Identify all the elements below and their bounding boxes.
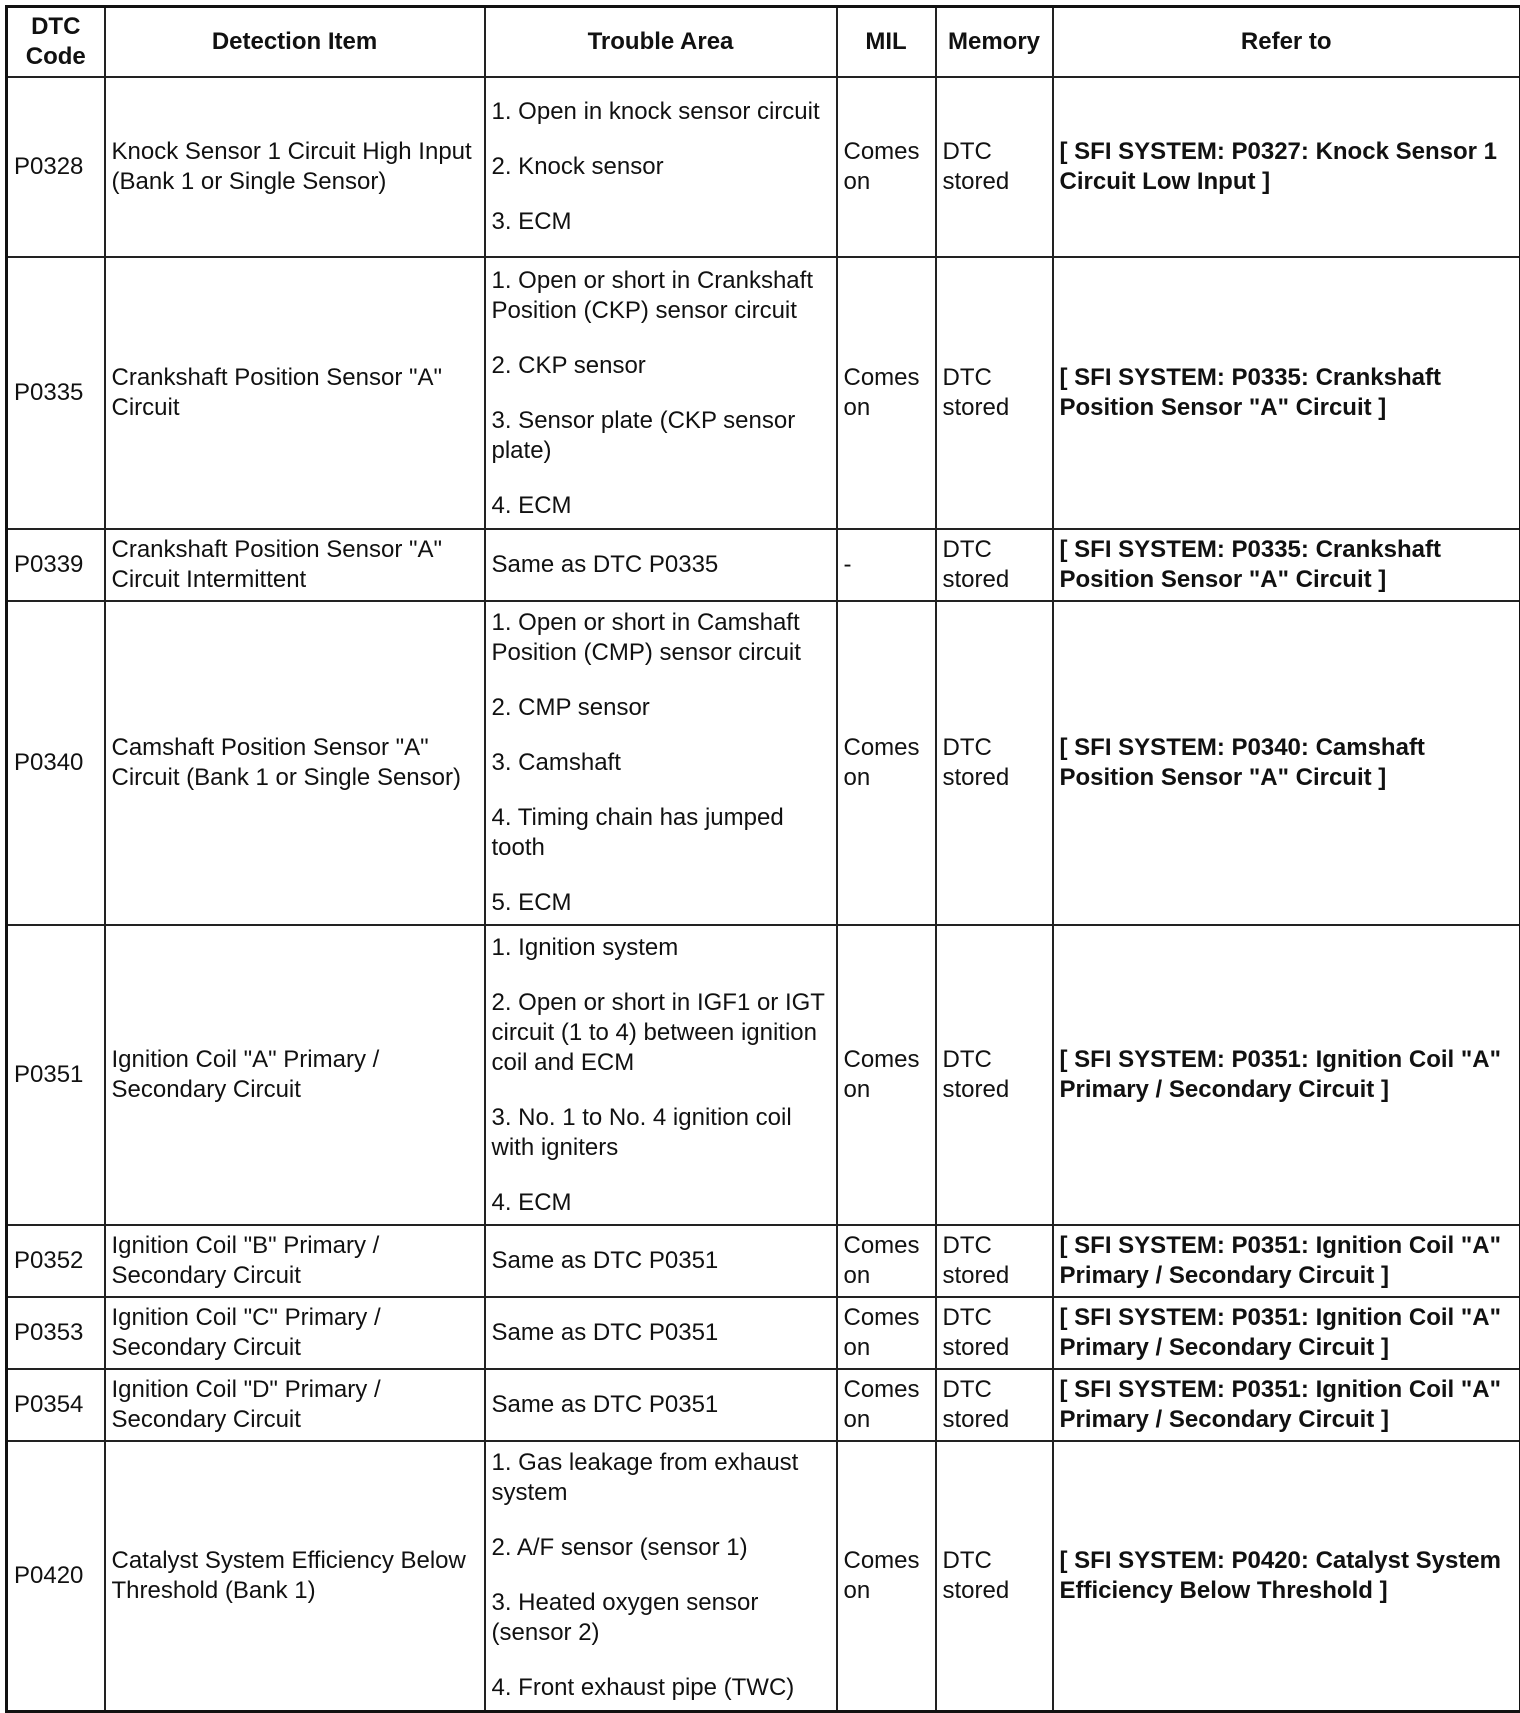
mil-cell: Comes on	[837, 257, 936, 529]
trouble-area-item: Same as DTC P0351	[492, 1390, 830, 1420]
table-body	[7, 77, 1520, 1711]
trouble-area-list	[492, 929, 830, 1222]
trouble-area-cell	[485, 1441, 837, 1711]
dtc-code-cell: P0328	[7, 77, 105, 257]
trouble-area-cell	[485, 925, 837, 1225]
refer-to-cell: [ SFI SYSTEM: P0335: Crankshaft Position Sensor "A" Circuit ]	[1053, 529, 1520, 601]
table-row	[7, 1225, 1520, 1297]
detection-item-cell: Ignition Coil "A" Primary / Secondary Circuit	[105, 925, 485, 1225]
refer-to-cell: [ SFI SYSTEM: P0340: Camshaft Position Sensor "A" Circuit ]	[1053, 601, 1520, 925]
trouble-area-item: 1. Ignition system	[492, 933, 830, 963]
trouble-area-cell	[485, 1225, 837, 1297]
header-row	[7, 7, 1520, 78]
refer-to-cell: [ SFI SYSTEM: P0351: Ignition Coil "A" Primary / Secondary Circuit ]	[1053, 1369, 1520, 1441]
trouble-area-item: 3. ECM	[492, 207, 830, 237]
refer-to-cell: [ SFI SYSTEM: P0335: Crankshaft Position Sensor "A" Circuit ]	[1053, 257, 1520, 529]
memory-cell: DTC stored	[936, 1441, 1053, 1711]
trouble-area-cell	[485, 1297, 837, 1369]
mil-cell: Comes on	[837, 601, 936, 925]
detection-item-cell: Catalyst System Efficiency Below Threshold (Bank 1)	[105, 1441, 485, 1711]
detection-item-cell: Ignition Coil "C" Primary / Secondary Circuit	[105, 1297, 485, 1369]
mil-cell: Comes on	[837, 1441, 936, 1711]
trouble-area-item: 1. Open or short in Crankshaft Position (CKP) sensor circuit	[492, 266, 830, 326]
trouble-area-item: 2. A/F sensor (sensor 1)	[492, 1533, 830, 1563]
header-mil: MIL	[837, 7, 936, 78]
mil-cell: Comes on	[837, 925, 936, 1225]
trouble-area-item: 3. No. 1 to No. 4 ignition coil with igniters	[492, 1103, 830, 1163]
mil-cell: -	[837, 529, 936, 601]
dtc-code-cell: P0352	[7, 1225, 105, 1297]
table-row	[7, 257, 1520, 529]
trouble-area-item: Same as DTC P0351	[492, 1246, 830, 1276]
trouble-area-list	[492, 1318, 830, 1348]
memory-cell: DTC stored	[936, 529, 1053, 601]
refer-to-cell: [ SFI SYSTEM: P0327: Knock Sensor 1 Circuit Low Input ]	[1053, 77, 1520, 257]
trouble-area-item: 2. Open or short in IGF1 or IGT circuit (1 to 4) between ignition coil and ECM	[492, 988, 830, 1078]
detection-item-cell: Crankshaft Position Sensor "A" Circuit	[105, 257, 485, 529]
memory-cell: DTC stored	[936, 1369, 1053, 1441]
mil-cell: Comes on	[837, 1225, 936, 1297]
trouble-area-cell	[485, 77, 837, 257]
dtc-code-cell: P0351	[7, 925, 105, 1225]
detection-item-cell: Knock Sensor 1 Circuit High Input (Bank 1 or Single Sensor)	[105, 77, 485, 257]
trouble-area-item: 4. Timing chain has jumped tooth	[492, 803, 830, 863]
trouble-area-item: 3. Camshaft	[492, 748, 830, 778]
header-refer-to: Refer to	[1053, 7, 1520, 78]
table-row	[7, 1369, 1520, 1441]
trouble-area-cell	[485, 601, 837, 925]
memory-cell: DTC stored	[936, 1297, 1053, 1369]
memory-cell: DTC stored	[936, 1225, 1053, 1297]
header-memory: Memory	[936, 7, 1053, 78]
trouble-area-item: 2. Knock sensor	[492, 152, 830, 182]
trouble-area-item: 3. Heated oxygen sensor (sensor 2)	[492, 1588, 830, 1648]
memory-cell: DTC stored	[936, 925, 1053, 1225]
trouble-area-list	[492, 93, 830, 241]
trouble-area-list	[492, 1444, 830, 1707]
trouble-area-list	[492, 604, 830, 922]
memory-cell: DTC stored	[936, 77, 1053, 257]
dtc-table	[5, 5, 1520, 1713]
detection-item-cell: Crankshaft Position Sensor "A" Circuit Intermittent	[105, 529, 485, 601]
mil-cell: Comes on	[837, 77, 936, 257]
header-trouble-area: Trouble Area	[485, 7, 837, 78]
mil-cell: Comes on	[837, 1369, 936, 1441]
trouble-area-item: 3. Sensor plate (CKP sensor plate)	[492, 406, 830, 466]
refer-to-cell: [ SFI SYSTEM: P0351: Ignition Coil "A" Primary / Secondary Circuit ]	[1053, 1297, 1520, 1369]
dtc-code-cell: P0335	[7, 257, 105, 529]
detection-item-cell: Ignition Coil "B" Primary / Secondary Circuit	[105, 1225, 485, 1297]
dtc-code-cell: P0340	[7, 601, 105, 925]
trouble-area-item: 1. Open or short in Camshaft Position (CMP) sensor circuit	[492, 608, 830, 668]
trouble-area-item: 1. Gas leakage from exhaust system	[492, 1448, 830, 1508]
trouble-area-list	[492, 1246, 830, 1276]
trouble-area-list	[492, 262, 830, 525]
refer-to-cell: [ SFI SYSTEM: P0420: Catalyst System Efficiency Below Threshold ]	[1053, 1441, 1520, 1711]
detection-item-cell: Ignition Coil "D" Primary / Secondary Circuit	[105, 1369, 485, 1441]
refer-to-cell: [ SFI SYSTEM: P0351: Ignition Coil "A" Primary / Secondary Circuit ]	[1053, 1225, 1520, 1297]
refer-to-cell: [ SFI SYSTEM: P0351: Ignition Coil "A" Primary / Secondary Circuit ]	[1053, 925, 1520, 1225]
memory-cell: DTC stored	[936, 257, 1053, 529]
trouble-area-item: 2. CMP sensor	[492, 693, 830, 723]
table-row	[7, 1441, 1520, 1711]
trouble-area-item: 4. ECM	[492, 491, 830, 521]
memory-cell: DTC stored	[936, 601, 1053, 925]
dtc-code-cell: P0339	[7, 529, 105, 601]
table-row	[7, 601, 1520, 925]
header-dtc-code: DTC Code	[7, 7, 105, 78]
table-row	[7, 77, 1520, 257]
trouble-area-item: 2. CKP sensor	[492, 351, 830, 381]
detection-item-cell: Camshaft Position Sensor "A" Circuit (Bank 1 or Single Sensor)	[105, 601, 485, 925]
trouble-area-item: 4. ECM	[492, 1188, 830, 1218]
trouble-area-cell	[485, 529, 837, 601]
dtc-code-cell: P0353	[7, 1297, 105, 1369]
header-detection-item: Detection Item	[105, 7, 485, 78]
trouble-area-item: 1. Open in knock sensor circuit	[492, 97, 830, 127]
trouble-area-cell	[485, 1369, 837, 1441]
dtc-code-cell: P0420	[7, 1441, 105, 1711]
table-row	[7, 529, 1520, 601]
trouble-area-item: 4. Front exhaust pipe (TWC)	[492, 1673, 830, 1703]
trouble-area-item: 5. ECM	[492, 888, 830, 918]
table-row	[7, 1297, 1520, 1369]
table-row	[7, 925, 1520, 1225]
mil-cell: Comes on	[837, 1297, 936, 1369]
dtc-code-cell: P0354	[7, 1369, 105, 1441]
trouble-area-cell	[485, 257, 837, 529]
trouble-area-list	[492, 550, 830, 580]
trouble-area-list	[492, 1390, 830, 1420]
trouble-area-item: Same as DTC P0351	[492, 1318, 830, 1348]
trouble-area-item: Same as DTC P0335	[492, 550, 830, 580]
